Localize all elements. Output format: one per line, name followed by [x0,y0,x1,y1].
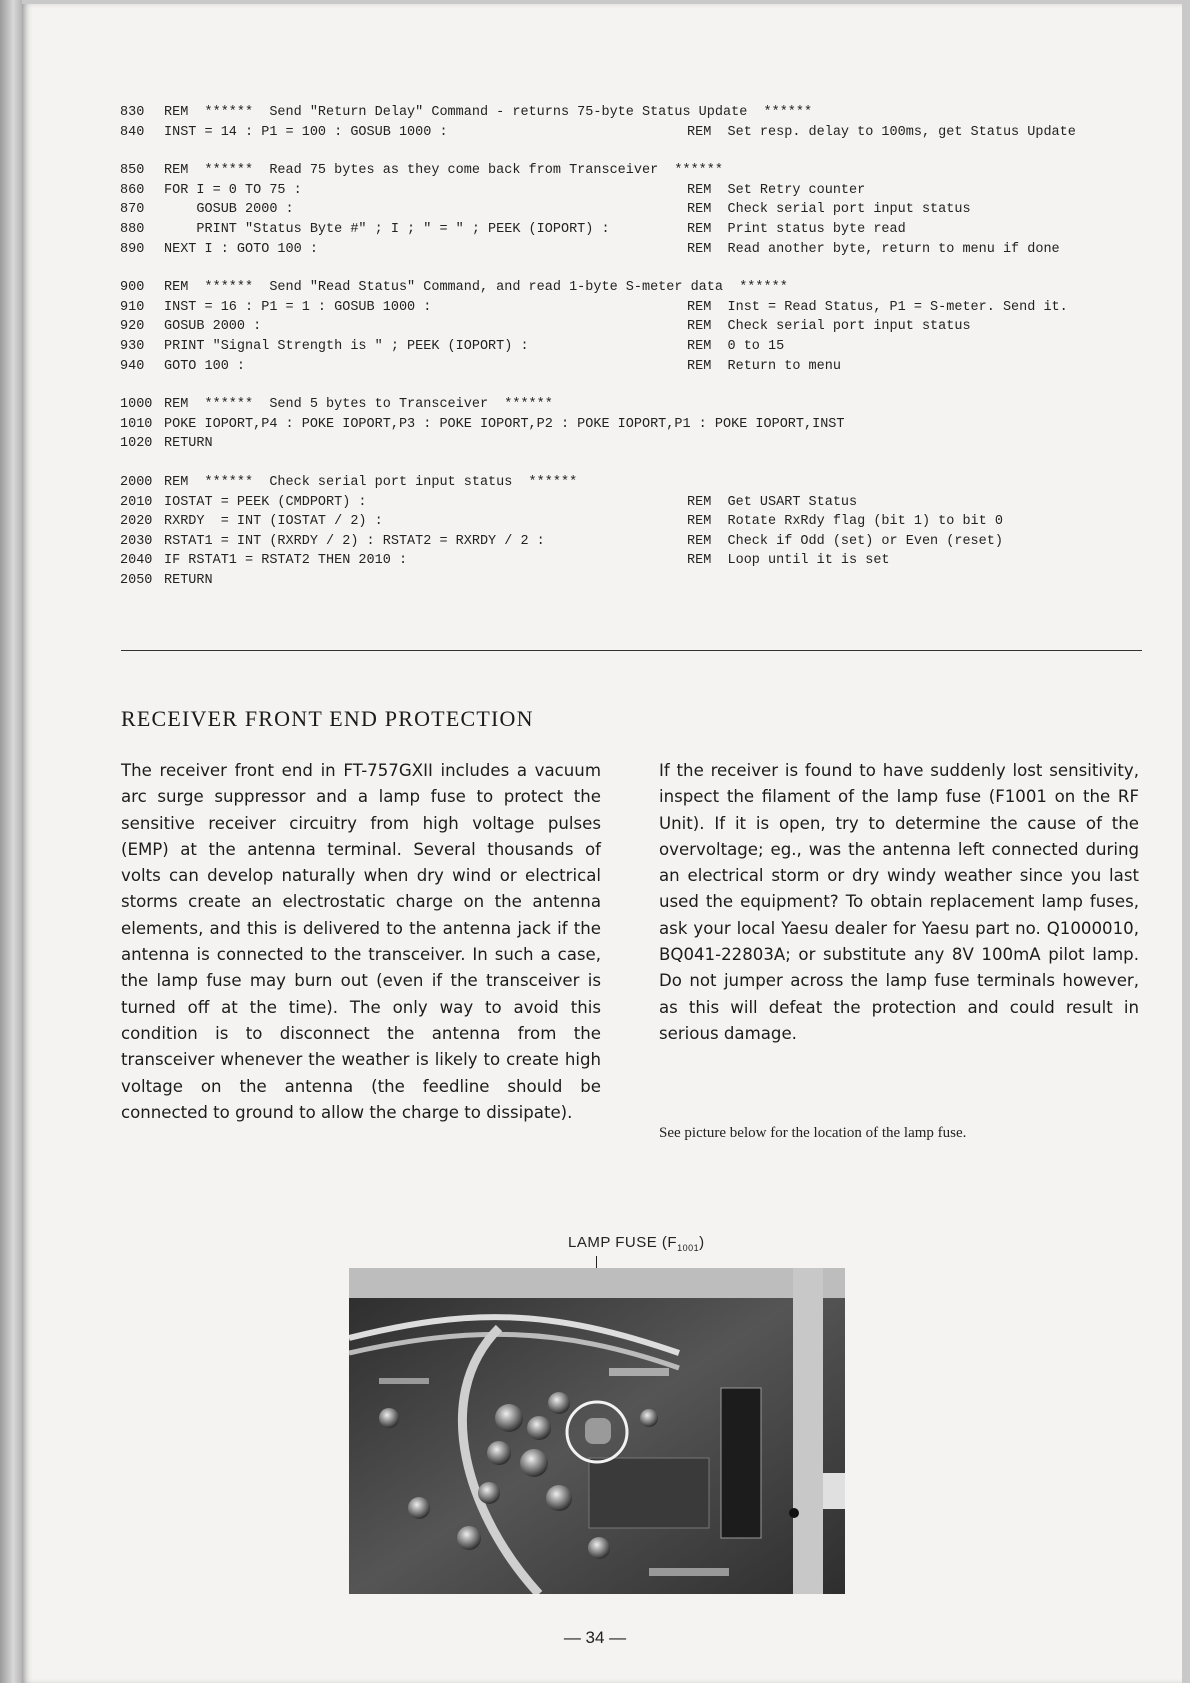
connector-strip [721,1388,761,1538]
picture-note: See picture below for the location of the lamp fuse. [659,1125,967,1141]
code-statement: REM ****** Check serial port input status ****** [164,474,578,490]
left-paragraph: The receiver front end in FT-757GXII includes a vacuum arc surge suppressor and a lamp fuse to protect the sensitive receiver circuitry from high voltage pulses (EMP) at the antenna terminal. Several thousands of volts can develop naturally when dry wind or electrical storms create an electrostatic charge on the antenna elements, and this is delivered to the antenna jack if the antenna is connected to the transceiver. In such a case, the lamp fuse may burn out (even if the transceiver is turned off at the time). The only way to avoid this condition is to disconnect the antenna from the transceiver whenever the weather is likely to create high voltage on the antenna (the feedline should be connected to ground to allow the charge to dissipate). [121,761,601,1122]
code-line [120,242,1140,262]
code-remark: REM Rotate RxRdy flag (bit 1) to bit 0 [687,514,1003,530]
rf-unit-photo [349,1268,845,1594]
code-line-number: 900 [120,280,145,296]
code-line [120,475,1140,495]
code-statement: NEXT I : GOTO 100 : [164,241,318,257]
figure-label-close: ) [699,1234,705,1251]
code-statement: PRINT "Signal Strength is " ; PEEK (IOPORT) : [164,338,529,354]
code-line-number: 1000 [120,397,153,413]
code-line [120,495,1140,515]
code-statement: REM ****** Send "Read Status" Command, and read 1-byte S-meter data ****** [164,280,788,296]
code-line [120,105,1140,125]
code-remark: REM Print status byte read [687,221,906,237]
code-statement: RETURN [164,572,213,588]
code-line-number: 830 [120,105,145,120]
code-line-number: 2050 [120,572,153,588]
code-line [120,183,1140,203]
code-remark: REM Loop until it is set [687,553,890,569]
code-gap [120,456,1140,475]
code-remark: REM 0 to 15 [687,338,785,354]
code-statement: GOSUB 2000 : [164,202,294,218]
code-line [120,417,1140,437]
code-line [120,163,1140,183]
code-line-number: 1010 [120,416,153,432]
code-statement: PRINT "Status Byte #" ; I ; " = " ; PEEK (IOPORT) : [164,221,610,237]
code-line-number: 940 [120,358,145,374]
code-remark: REM Inst = Read Status, P1 = S-meter. Send it. [687,299,1068,315]
code-statement: GOSUB 2000 : [164,319,262,335]
ic-module [589,1458,709,1528]
section-divider [121,650,1142,651]
code-statement: RSTAT1 = INT (RXRDY / 2) : RSTAT2 = RXRDY / 2 : [164,533,545,549]
code-remark: REM Return to menu [687,358,841,374]
code-line-number: 860 [120,182,145,198]
basic-code-listing [120,105,1140,592]
code-line [120,573,1140,593]
code-line-number: 890 [120,241,145,257]
figure-label-text: LAMP FUSE [568,1234,658,1251]
code-line [120,359,1140,379]
code-gap [120,144,1140,163]
code-statement: RETURN [164,436,213,452]
code-line [120,339,1140,359]
chassis-side [793,1268,823,1594]
code-remark: REM Check serial port input status [687,319,971,335]
code-remark: REM Check serial port input status [687,202,971,218]
figure-label-sub: 1001 [677,1243,700,1253]
code-line-number: 920 [120,319,145,335]
code-gap [120,378,1140,397]
code-line [120,280,1140,300]
code-line [120,553,1140,573]
section-heading: RECEIVER FRONT END PROTECTION [121,706,534,731]
code-statement: INST = 16 : P1 = 1 : GOSUB 1000 : [164,299,432,315]
code-line [120,319,1140,339]
page-number: — 34 — [563,1628,627,1647]
code-line-number: 880 [120,221,145,237]
code-line-number: 2020 [120,514,153,530]
code-line-number: 930 [120,338,145,354]
code-statement: IOSTAT = PEEK (CMDPORT) : [164,494,367,510]
code-remark: REM Get USART Status [687,494,858,510]
code-line [120,202,1140,222]
code-statement: REM ****** Send 5 bytes to Transceiver ****** [164,397,553,413]
code-statement: IF RSTAT1 = RSTAT2 THEN 2010 : [164,553,408,569]
code-statement: REM ****** Read 75 bytes as they come back from Transceiver ****** [164,163,723,179]
code-statement: RXRDY = INT (IOSTAT / 2) : [164,514,383,530]
code-remark: REM Set resp. delay to 100ms, get Status Update [687,124,1076,140]
code-statement: INST = 14 : P1 = 100 : GOSUB 1000 : [164,124,448,140]
code-line-number: 840 [120,124,145,140]
figure-label-ref: (F [661,1234,678,1251]
lamp-fuse [585,1418,611,1444]
code-line [120,397,1140,417]
code-remark: REM Set Retry counter [687,182,866,198]
code-statement: REM ****** Send "Return Delay" Command - returns 75-byte Status Update ****** [164,105,813,120]
code-statement: GOTO 100 : [164,358,246,374]
book-binding [0,0,22,1683]
figure-label [568,1234,705,1253]
code-line-number: 910 [120,299,145,315]
code-remark: REM Read another byte, return to menu if done [687,241,1060,257]
code-line-number: 2040 [120,553,153,569]
code-line-number: 2030 [120,533,153,549]
code-gap [120,261,1140,280]
chassis-top [349,1268,845,1298]
code-line-number: 850 [120,163,145,179]
code-line-number: 1020 [120,436,153,452]
code-line [120,436,1140,456]
chassis-knob [823,1473,845,1509]
code-line [120,300,1140,320]
code-remark: REM Check if Odd (set) or Even (reset) [687,533,1003,549]
code-line [120,514,1140,534]
right-paragraph: If the receiver is found to have suddenly lost sensitivity, inspect the filament of the lamp fuse (F1001 on the RF Unit). If it is open, try to determine the cause of the overvoltage; eg., was the antenna left connected during an electrical storm or dry windy weather since you last used the equipment? To obtain replacement lamp fuses, ask your local Yaesu dealer for Yaesu part no. Q1000010, BQ041-22803A; or substitute any 8V 100mA pilot lamp. Do not jumper across the lamp fuse terminals however, as this will defeat the protection and could result in serious damage. [659,761,1139,1043]
code-statement: FOR I = 0 TO 75 : [164,182,302,198]
code-statement: POKE IOPORT,P4 : POKE IOPORT,P3 : POKE IOPORT,P2 : POKE IOPORT,P1 : POKE IOPORT,INST [164,416,845,432]
code-line-number: 870 [120,202,145,218]
code-line [120,534,1140,554]
code-line [120,125,1140,145]
code-line-number: 2000 [120,474,153,490]
code-line [120,222,1140,242]
code-line-number: 2010 [120,494,153,510]
